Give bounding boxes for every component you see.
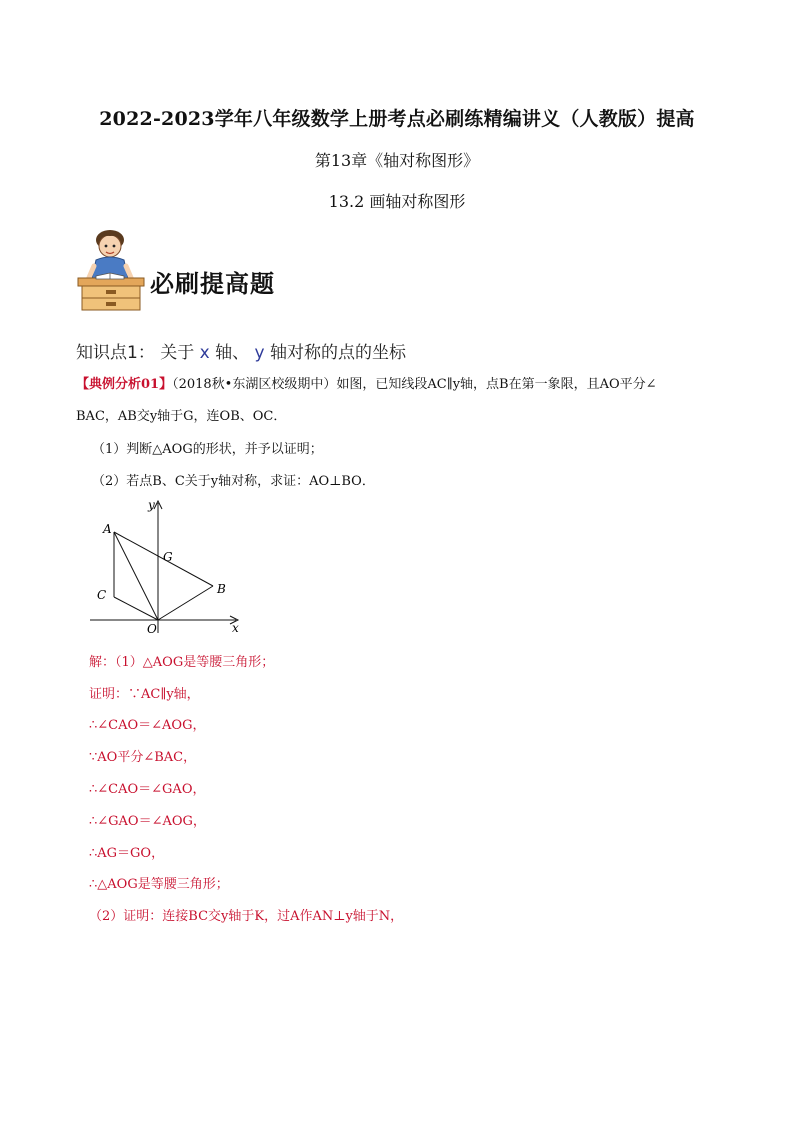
segment-OC [114,597,158,620]
banner-title: 必刷提高题 [150,269,275,298]
solution-line-4: ∵AO平分∠BAC， [89,750,197,765]
knowledge-point-prefix: 关于 [160,343,195,363]
solution-line-8: ∴△AOG是等腰三角形； [89,877,229,892]
label-y: y [148,498,155,512]
solution-line-3: ∴∠CAO＝∠AOG， [89,718,206,733]
question-1: （1）判断△AOG的形状，并予以证明； [92,442,323,457]
label-G: G [163,550,173,564]
geometry-figure [86,493,246,638]
knowledge-point-label: 知识点1： [76,343,155,363]
solution-line-5: ∴∠CAO＝∠GAO， [89,782,206,797]
question-2: （2）若点B、C关于y轴对称，求证：AO⊥BO． [92,474,375,489]
knowledge-point-mid: 轴、 [215,343,250,363]
label-B: B [217,582,226,596]
problem-line-1 [76,377,657,393]
label-C: C [97,588,107,602]
label-A: A [103,522,112,536]
problem-line-2: BAC，AB交y轴于G，连OB、OC． [76,409,287,424]
label-x: x [232,621,239,635]
segment-AO [114,532,158,620]
segment-OB [158,586,213,620]
problem-text-1: 如图，已知线段AC∥y轴，点B在第一象限，且AO平分∠ [336,377,657,392]
solution-line-9: （2）证明：连接BC交y轴于K，过A作AN⊥y轴于N， [89,909,404,924]
problem-tag: 【典例分析01】 [76,377,173,392]
solution-line-2: 证明：∵AC∥y轴， [89,687,200,702]
knowledge-point-y: y [254,343,265,363]
label-O: O [147,622,157,636]
problem-source: （2018秋•东湖区校级期中） [172,377,337,392]
section-title: 13.2 画轴对称图形 [328,192,466,211]
knowledge-point-x: x [199,343,210,363]
document-title: 2022-2023学年八年级数学上册考点必刷练精编讲义（人教版）提高 [99,108,695,130]
solution-line-1: 解：（1）△AOG是等腰三角形； [89,655,275,670]
chapter-title: 第13章《轴对称图形》 [314,151,480,170]
knowledge-point-suffix: 轴对称的点的坐标 [269,343,406,363]
solution-line-7: ∴AG＝GO， [89,846,165,861]
solution-line-6: ∴∠GAO＝∠AOG， [89,814,206,829]
knowledge-point-heading [76,338,406,363]
